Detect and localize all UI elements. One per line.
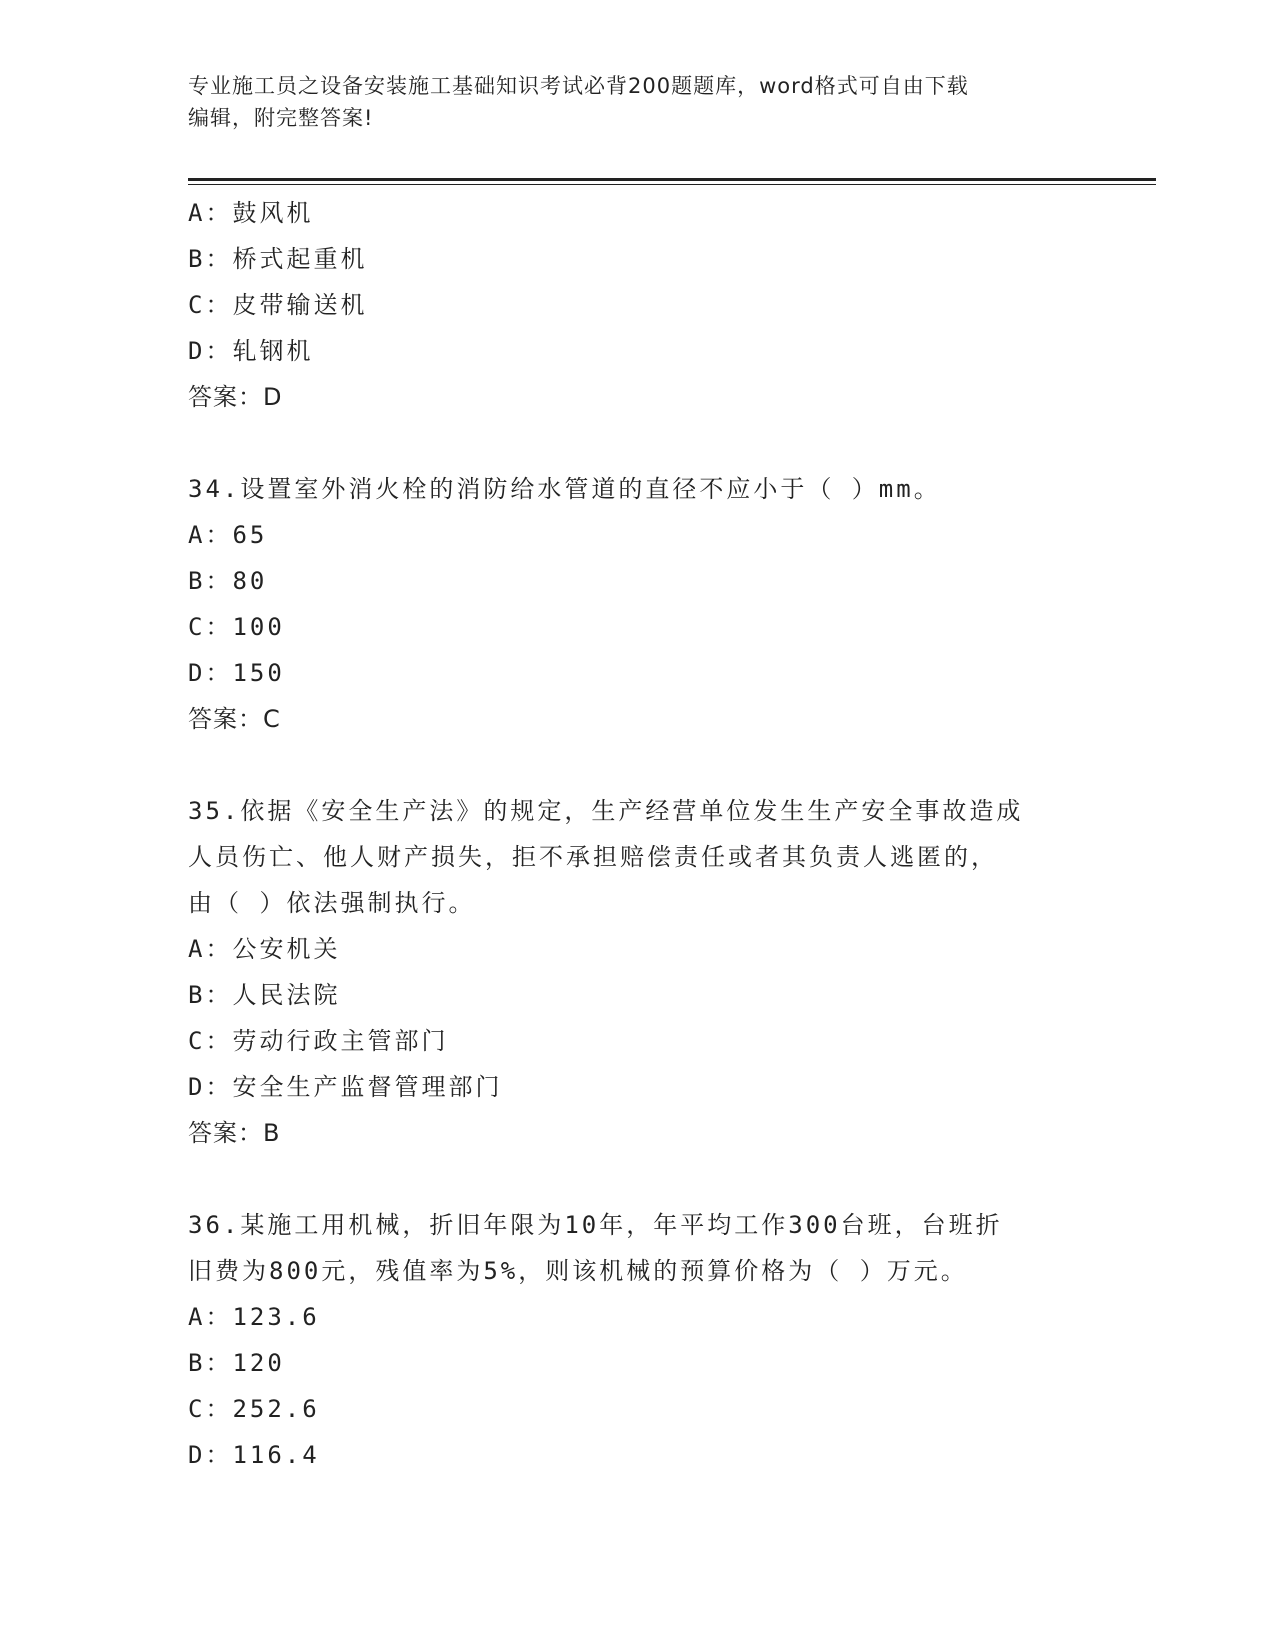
option-d: D：轧钢机 (188, 337, 314, 365)
question-stem-line-1: 35.依据《安全生产法》的规定，生产经营单位发生生产安全事故造成 (188, 797, 1024, 825)
question-33 (188, 190, 1088, 420)
page-header (188, 70, 1088, 134)
option-a: A：鼓风机 (188, 199, 314, 227)
option-d: D：安全生产监督管理部门 (188, 1073, 503, 1101)
option-c: C：252.6 (188, 1395, 320, 1423)
question-36 (188, 1202, 1088, 1478)
answer: 答案：B (188, 1119, 281, 1147)
question-35 (188, 788, 1088, 1156)
option-b: B：桥式起重机 (188, 245, 368, 273)
option-a: A：公安机关 (188, 935, 341, 963)
option-c: C：100 (188, 613, 285, 641)
question-stem: 34.设置室外消火栓的消防给水管道的直径不应小于（ ）mm。 (188, 475, 941, 503)
question-stem-line-3: 由（ ）依法强制执行。 (188, 889, 476, 917)
question-34 (188, 466, 1088, 742)
question-spacer (188, 1156, 1088, 1202)
document-title-line-1: 专业施工员之设备安装施工基础知识考试必背200题题库，word格式可自由下载 (188, 74, 969, 98)
option-b: B：120 (188, 1349, 285, 1377)
option-b: B：人民法院 (188, 981, 341, 1009)
question-stem-line-2: 旧费为800元，残值率为5%，则该机械的预算价格为（ ）万元。 (188, 1257, 968, 1285)
question-stem-line-1: 36.某施工用机械，折旧年限为10年，年平均工作300台班，台班折 (188, 1211, 1003, 1239)
question-stem-line-2: 人员伤亡、他人财产损失，拒不承担赔偿责任或者其负责人逃匿的， (188, 843, 998, 871)
option-a: A：65 (188, 521, 268, 549)
answer: 答案：D (188, 383, 283, 411)
question-spacer (188, 742, 1088, 788)
option-b: B：80 (188, 567, 268, 595)
document-title-line-2: 编辑，附完整答案! (188, 106, 374, 130)
answer: 答案：C (188, 705, 281, 733)
option-d: D：116.4 (188, 1441, 320, 1469)
option-a: A：123.6 (188, 1303, 320, 1331)
header-divider-thin (188, 184, 1156, 185)
option-c: C：皮带输送机 (188, 291, 368, 319)
option-c: C：劳动行政主管部门 (188, 1027, 449, 1055)
question-list (188, 190, 1088, 1478)
option-d: D：150 (188, 659, 285, 687)
question-spacer (188, 420, 1088, 466)
header-divider-thick (188, 178, 1156, 181)
